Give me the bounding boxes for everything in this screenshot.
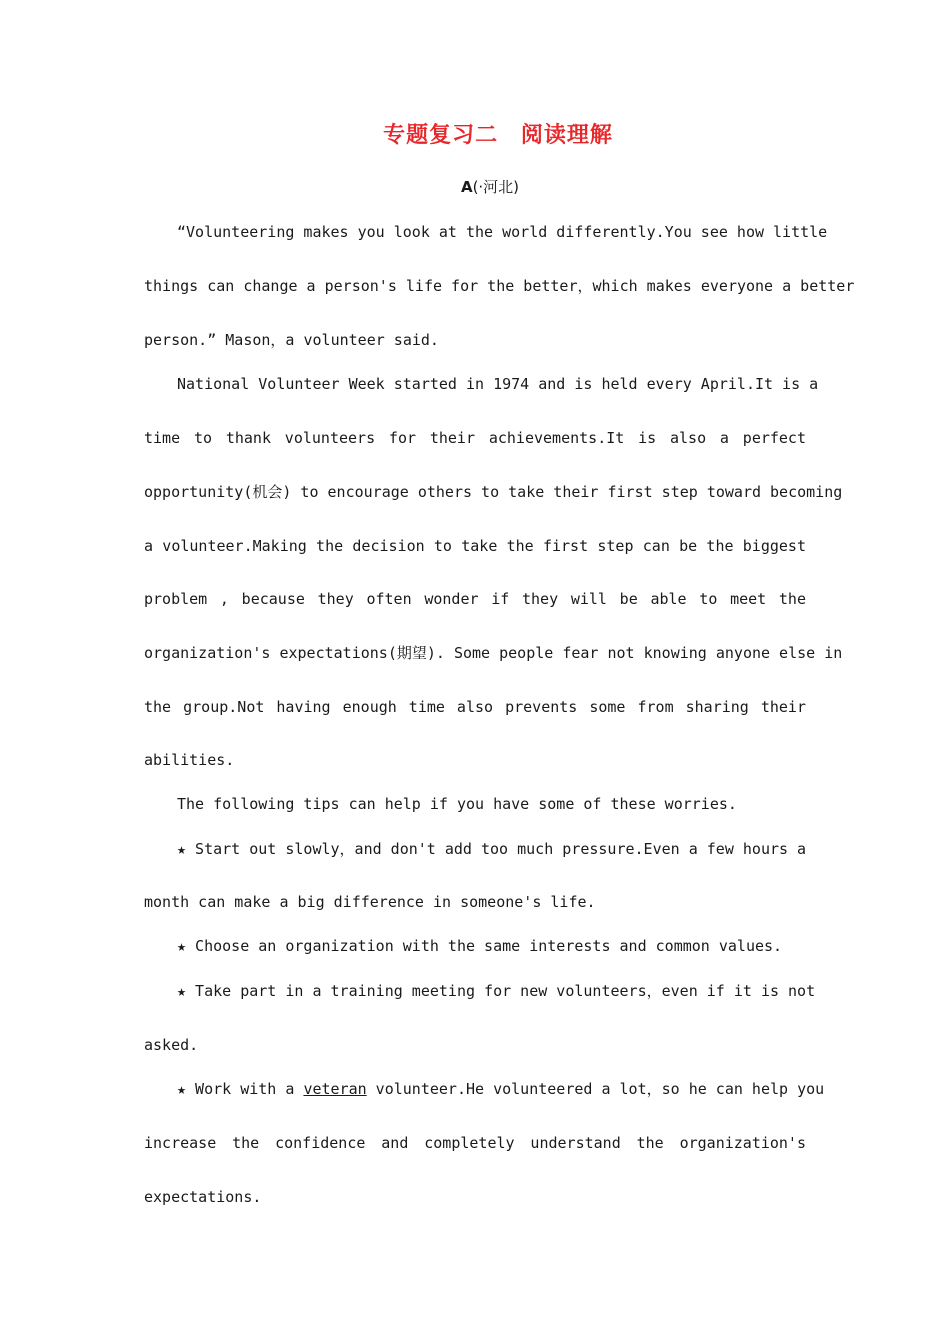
tip-line: [177, 1079, 825, 1099]
paragraph-line: problem , because they often wonder if they will be able to meet the: [144, 590, 806, 608]
paragraph-line: a volunteer.Making the decision to take the first step can be the biggest: [144, 537, 806, 555]
tip-line: expectations.: [144, 1188, 262, 1206]
paragraph-line: abilities.: [144, 751, 235, 769]
paragraph-line: “Volunteering makes you look at the world differently.You see how little: [177, 223, 828, 241]
tip-text: ★ Work with a: [177, 1080, 304, 1098]
paragraph-line: time to thank volunteers for their achievements.It is also a perfect: [144, 429, 806, 447]
paragraph-line: National Volunteer Week started in 1974 and is held every April.It is a: [177, 375, 819, 393]
paragraph-line: things can change a person's life for the better，which makes everyone a better: [144, 277, 855, 295]
paragraph-line: organization's expectations(期望). Some people fear not knowing anyone else in: [144, 644, 843, 662]
tip-line: ★ Start out slowly，and don't add too much pressure.Even a few hours a: [177, 840, 807, 858]
tip-line: ★ Take part in a training meeting for new volunteers，even if it is not: [177, 982, 816, 1000]
tip-line: increase the confidence and completely understand the organization's: [144, 1134, 806, 1152]
paragraph-line: The following tips can help if you have some of these worries.: [177, 795, 737, 813]
underlined-word-veteran: veteran: [303, 1080, 367, 1098]
paragraph-line: person.” Mason，a volunteer said.: [144, 331, 439, 349]
section-source: (·河北): [472, 178, 520, 196]
section-letter: A: [460, 178, 473, 196]
paragraph-line: opportunity(机会) to encourage others to take their first step toward becoming: [144, 483, 843, 501]
paragraph-line: the group.Not having enough time also prevents some from sharing their: [144, 698, 806, 716]
tip-line: month can make a big difference in someone's life.: [144, 893, 596, 911]
page-title: 专题复习二 阅读理解: [383, 123, 613, 148]
tip-text: volunteer.He volunteered a lot，so he can help you: [366, 1080, 825, 1098]
tip-line: ★ Choose an organization with the same interests and common values.: [177, 937, 783, 955]
tip-line: asked.: [144, 1036, 199, 1054]
section-label: [0, 176, 950, 197]
